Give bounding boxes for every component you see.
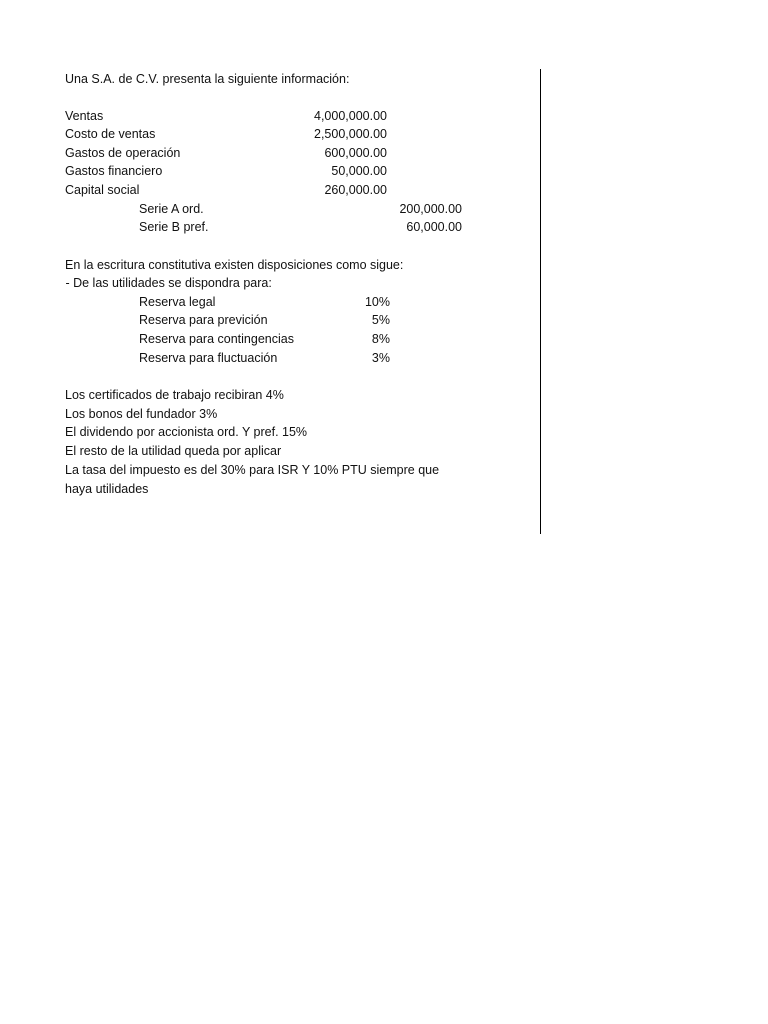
reserve-pct-contingencias: 8% <box>371 332 390 346</box>
reserve-pct-fluctuacion: 3% <box>371 351 390 365</box>
reserve-label-contingencias: Reserva para contingencias <box>139 332 294 346</box>
provisions-subheading: - De las utilidades se dispondra para: <box>62 276 272 290</box>
page-border-line <box>540 69 541 534</box>
note-resto-utilidad: El resto de la utilidad queda por aplicar <box>65 444 282 458</box>
series-label-a: Serie A ord. <box>139 202 204 216</box>
series-value-a: 200,000.00 <box>399 202 462 216</box>
reserve-label-legal: Reserva legal <box>139 295 216 309</box>
note-bonos-fundador: Los bonos del fundador 3% <box>65 407 218 421</box>
reserve-label-prevision: Reserva para previción <box>139 313 268 327</box>
financial-label-ventas: Ventas <box>65 109 104 123</box>
financial-label-capital-social: Capital social <box>65 183 140 197</box>
reserve-label-fluctuacion: Reserva para fluctuación <box>139 351 278 365</box>
series-value-b: 60,000.00 <box>406 220 462 234</box>
financial-value-gastos-financiero: 50,000.00 <box>331 164 387 178</box>
financial-label-costo-ventas: Costo de ventas <box>65 127 156 141</box>
provisions-intro: En la escritura constitutiva existen disposiciones como sigue: <box>65 258 404 272</box>
reserve-pct-legal: 10% <box>364 295 390 309</box>
financial-label-gastos-operacion: Gastos de operación <box>65 146 181 160</box>
note-certificados: Los certificados de trabajo recibiran 4% <box>65 388 284 402</box>
financial-value-capital-social: 260,000.00 <box>324 183 387 197</box>
reserve-pct-prevision: 5% <box>371 313 390 327</box>
note-dividendo: El dividendo por accionista ord. Y pref. 15% <box>65 425 308 439</box>
financial-value-ventas: 4,000,000.00 <box>314 109 387 123</box>
header-text: Una S.A. de C.V. presenta la siguiente información: <box>65 72 350 86</box>
note-haya-utilidades: haya utilidades <box>65 482 149 496</box>
financial-value-gastos-operacion: 600,000.00 <box>324 146 387 160</box>
series-label-b: Serie B pref. <box>139 220 209 234</box>
financial-value-costo-ventas: 2,500,000.00 <box>314 127 387 141</box>
financial-label-gastos-financiero: Gastos financiero <box>65 164 163 178</box>
note-tasa-impuesto: La tasa del impuesto es del 30% para ISR Y 10% PTU siempre que <box>65 463 440 477</box>
